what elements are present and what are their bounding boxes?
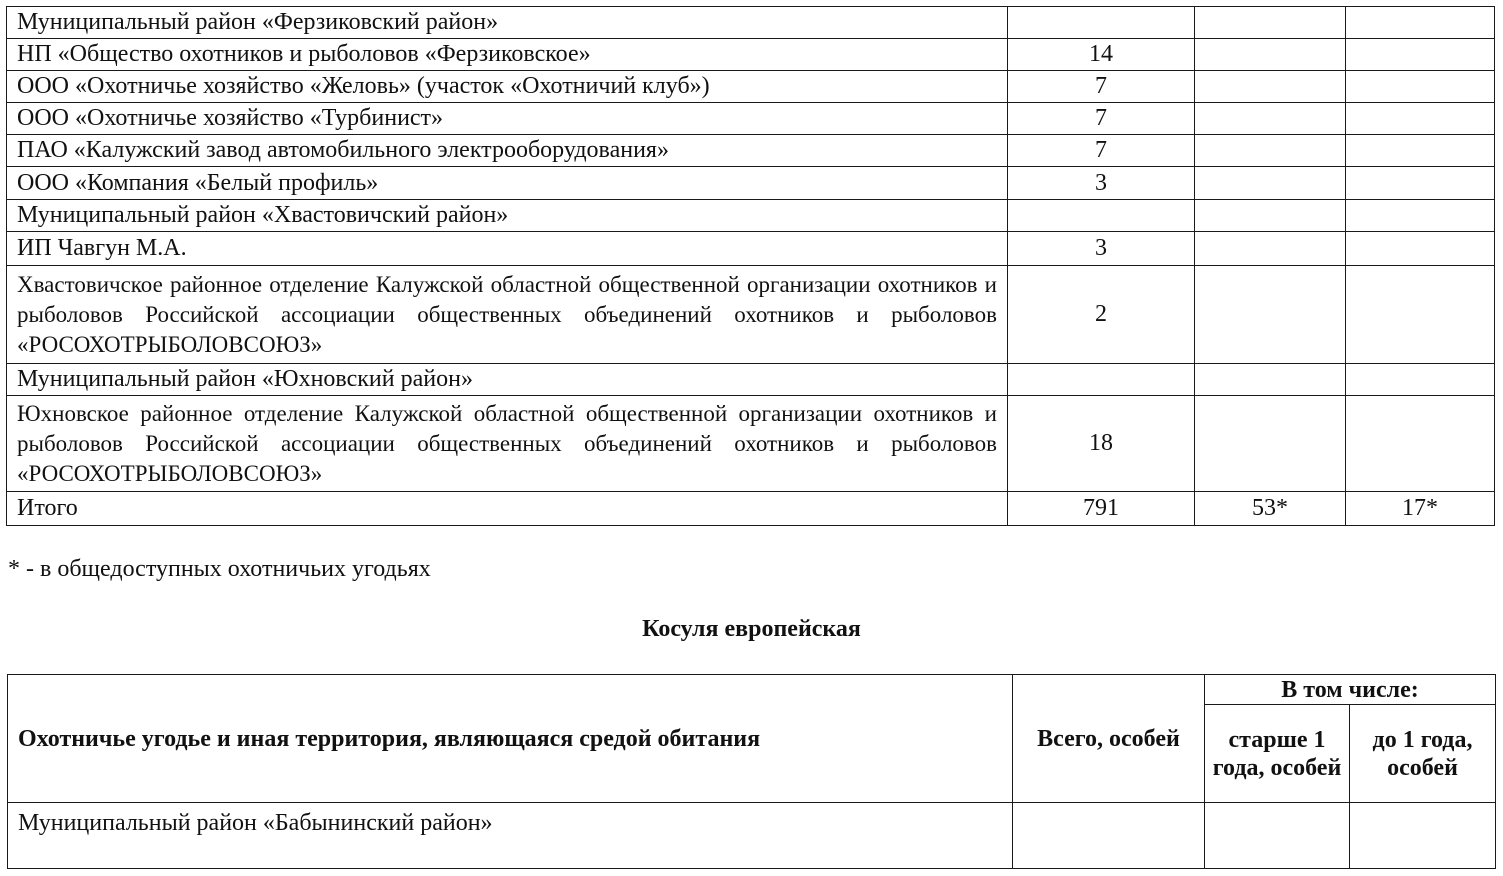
column-header-group: В том числе: (1205, 675, 1496, 705)
hunting-grounds-table (6, 6, 1495, 526)
row-older (1195, 232, 1346, 266)
row-younger (1350, 803, 1496, 869)
section-title: Косуля европейская (642, 616, 861, 642)
row-name: ИП Чавгун М.А. (7, 232, 1008, 266)
table-row (7, 200, 1495, 232)
row-name: ООО «Охотничье хозяйство «Турбинист» (7, 103, 1008, 135)
row-younger (1346, 167, 1495, 200)
row-total: 7 (1008, 71, 1195, 103)
row-younger (1346, 103, 1495, 135)
row-younger: 17* (1346, 492, 1495, 526)
row-name: Итого (7, 492, 1008, 526)
row-older (1195, 103, 1346, 135)
table-row (7, 364, 1495, 396)
row-total: 18 (1008, 396, 1195, 492)
row-total: 3 (1008, 232, 1195, 266)
column-header-total: Всего, особей (1013, 675, 1205, 803)
row-total: 2 (1008, 266, 1195, 364)
row-younger (1346, 71, 1495, 103)
row-older (1195, 135, 1346, 167)
row-name: Муниципальный район «Бабынинский район» (8, 803, 1013, 869)
table-row (7, 396, 1495, 492)
column-header-younger: до 1 года, особей (1350, 705, 1496, 803)
table-row-total (7, 492, 1495, 526)
row-younger (1346, 200, 1495, 232)
row-total: 14 (1008, 39, 1195, 71)
row-older (1195, 364, 1346, 396)
row-name: ПАО «Калужский завод автомобильного электрооборудования» (7, 135, 1008, 167)
row-total (1008, 200, 1195, 232)
row-name: ООО «Охотничье хозяйство «Желовь» (участок «Охотничий клуб») (7, 71, 1008, 103)
row-name: Муниципальный район «Хвастовичский район» (7, 200, 1008, 232)
column-header-older: старше 1 года, особей (1205, 705, 1350, 803)
row-name: Юхновское районное отделение Калужской областной общественной организации охотников и рыболовов Российской ассоциации общественных объединений охотников и рыболовов «РОСОХОТРЫБОЛОВСОЮЗ» (7, 396, 1008, 492)
table-row (7, 103, 1495, 135)
row-name: ООО «Компания «Белый профиль» (7, 167, 1008, 200)
table-row (7, 71, 1495, 103)
table-row (7, 266, 1495, 364)
row-name: Хвастовичское районное отделение Калужской областной общественной организации охотников и рыболовов Российской ассоциации общественных объединений охотников и рыболовов «РОСОХОТРЫБОЛОВСОЮЗ» (7, 266, 1008, 364)
row-younger (1346, 266, 1495, 364)
row-older (1195, 71, 1346, 103)
row-total (1013, 803, 1205, 869)
table-row (7, 39, 1495, 71)
row-older (1195, 396, 1346, 492)
row-older (1205, 803, 1350, 869)
row-older (1195, 7, 1346, 39)
row-older (1195, 266, 1346, 364)
row-total: 7 (1008, 135, 1195, 167)
table-row (7, 232, 1495, 266)
row-younger (1346, 364, 1495, 396)
row-total (1008, 7, 1195, 39)
row-younger (1346, 135, 1495, 167)
row-younger (1346, 396, 1495, 492)
row-younger (1346, 39, 1495, 71)
row-total: 7 (1008, 103, 1195, 135)
table-row (7, 167, 1495, 200)
row-younger (1346, 232, 1495, 266)
row-name: Муниципальный район «Юхновский район» (7, 364, 1008, 396)
column-header-name: Охотничье угодье и иная территория, являющаяся средой обитания (8, 675, 1013, 803)
row-older (1195, 39, 1346, 71)
row-older (1195, 200, 1346, 232)
row-name: НП «Общество охотников и рыболовов «Ферзиковское» (7, 39, 1008, 71)
table-header-row (8, 675, 1496, 705)
row-total: 3 (1008, 167, 1195, 200)
row-name: Муниципальный район «Ферзиковский район» (7, 7, 1008, 39)
row-older: 53* (1195, 492, 1346, 526)
row-younger (1346, 7, 1495, 39)
table-row (8, 803, 1496, 869)
table-row (7, 7, 1495, 39)
table-row (7, 135, 1495, 167)
footnote: * - в общедоступных охотничьих угодьях (8, 556, 431, 582)
row-total (1008, 364, 1195, 396)
row-older (1195, 167, 1346, 200)
roe-deer-table (7, 674, 1496, 869)
row-total: 791 (1008, 492, 1195, 526)
